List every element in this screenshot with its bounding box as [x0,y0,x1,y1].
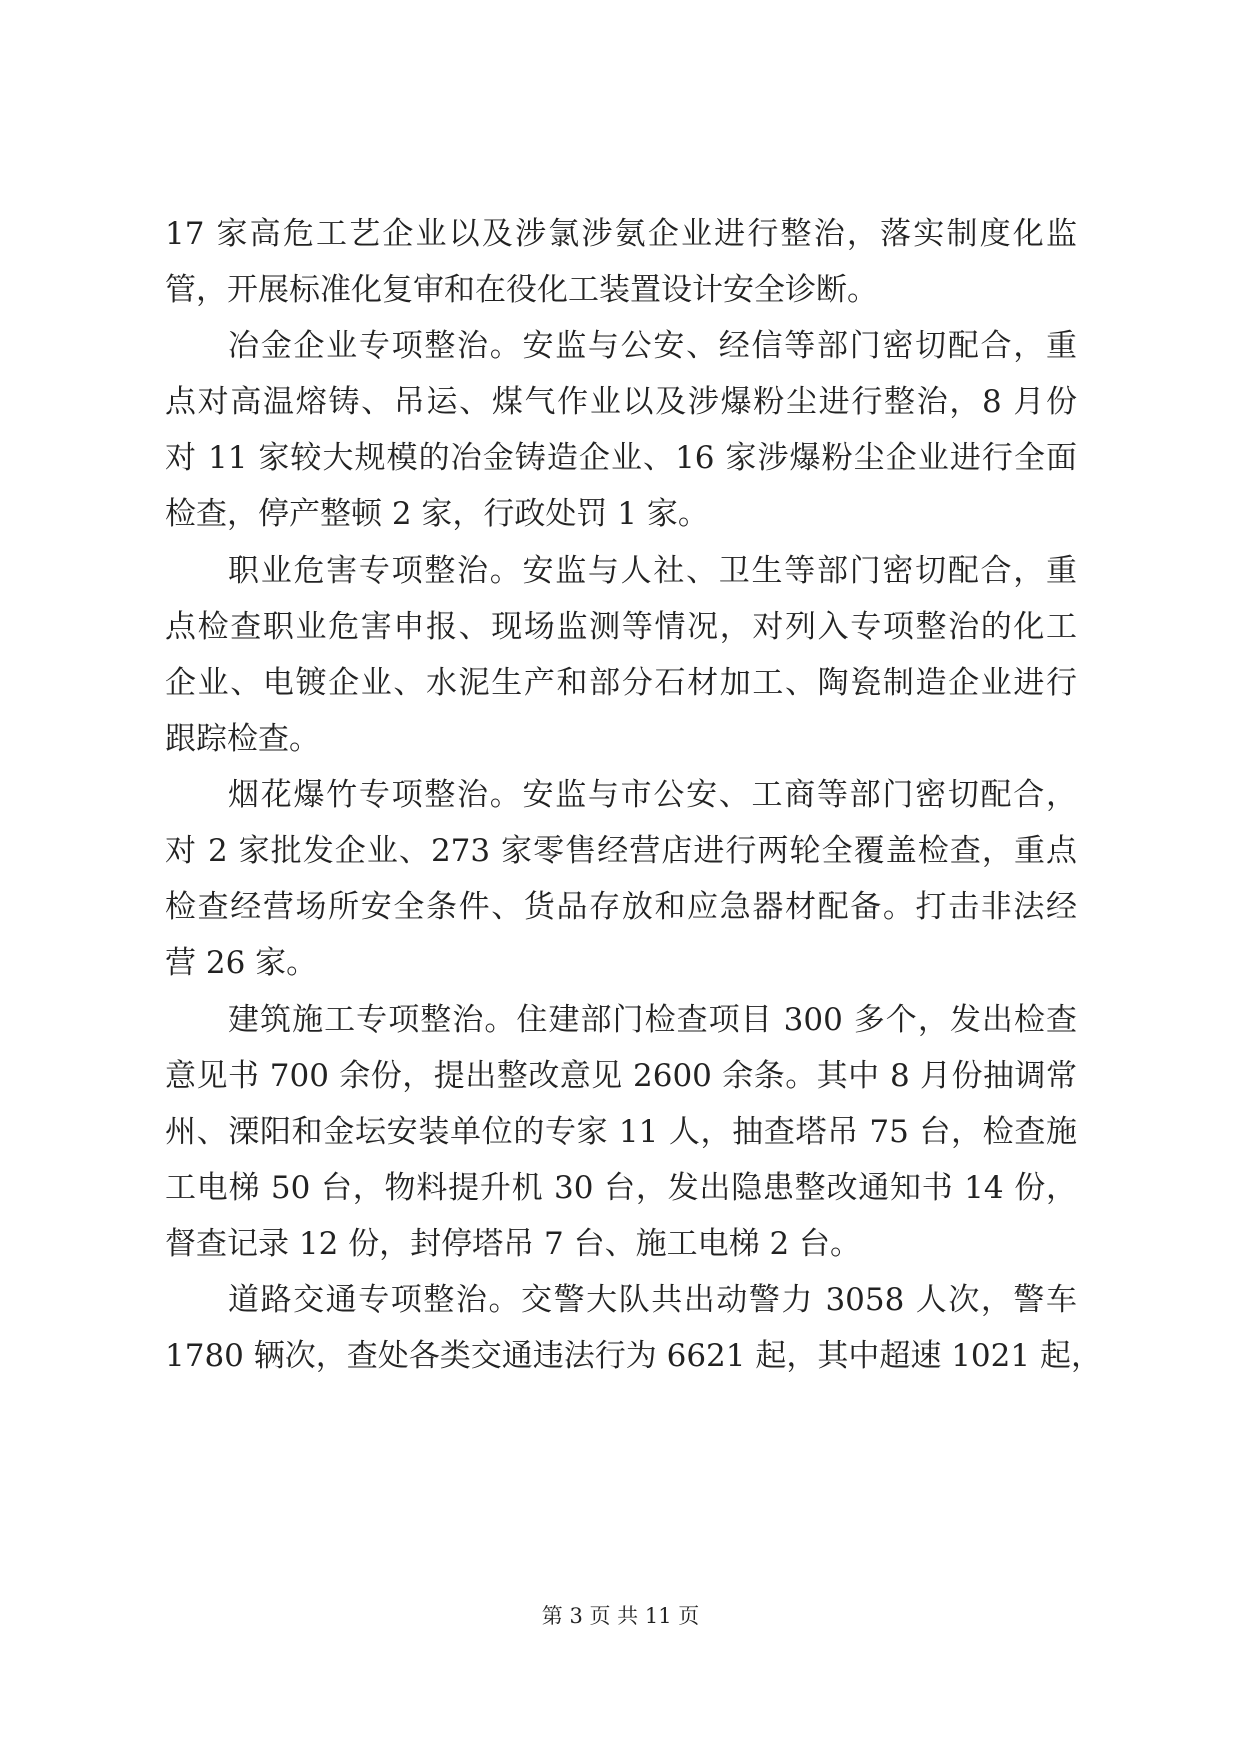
text-line: 道路交通专项整治。交警大队共出动警力 3058 人次，警车 [228,1282,1077,1318]
text-line: 营 26 家。 [165,945,318,981]
text-line: 对 11 家较大规模的冶金铸造企业、16 家涉爆粉尘企业进行全面 [165,440,1077,476]
text-line: 督查记录 12 份，封停塔吊 7 台、施工电梯 2 台。 [165,1226,862,1262]
text-line: 检查经营场所安全条件、货品存放和应急器材配备。打击非法经 [165,889,1077,925]
text-line: 职业危害专项整治。安监与人社、卫生等部门密切配合，重 [228,553,1077,589]
text-line: 州、溧阳和金坛安装单位的专家 11 人，抽查塔吊 75 台，检查施 [165,1114,1077,1150]
text-line: 对 2 家批发企业、273 家零售经营店进行两轮全覆盖检查，重点 [165,833,1077,869]
text-line: 点对高温熔铸、吊运、煤气作业以及涉爆粉尘进行整治，8 月份 [165,384,1077,420]
text-line: 建筑施工专项整治。住建部门检查项目 300 多个，发出检查 [228,1002,1077,1038]
text-line: 冶金企业专项整治。安监与公安、经信等部门密切配合，重 [228,328,1077,364]
text-line: 意见书 700 余份，提出整改意见 2600 余条。其中 8 月份抽调常 [165,1058,1077,1094]
text-line: 17 家高危工艺企业以及涉氯涉氨企业进行整治，落实制度化监 [165,216,1077,252]
text-line: 企业、电镀企业、水泥生产和部分石材加工、陶瓷制造企业进行 [165,665,1077,701]
text-line: 烟花爆竹专项整治。安监与市公安、工商等部门密切配合， [228,777,1077,813]
text-line: 点检查职业危害申报、现场监测等情况，对列入专项整治的化工 [165,609,1077,645]
text-line: 1780 辆次，查处各类交通违法行为 6621 起，其中超速 1021 起， [165,1338,1102,1374]
text-line: 工电梯 50 台，物料提升机 30 台，发出隐患整改通知书 14 份， [165,1170,1077,1206]
page-footer: 第 3 页 共 11 页 [541,1604,700,1628]
text-line: 管，开展标准化复审和在役化工装置设计安全诊断。 [165,272,878,308]
text-line: 检查，停产整顿 2 家，行政处罚 1 家。 [165,496,709,532]
text-line: 跟踪检查。 [165,721,320,757]
